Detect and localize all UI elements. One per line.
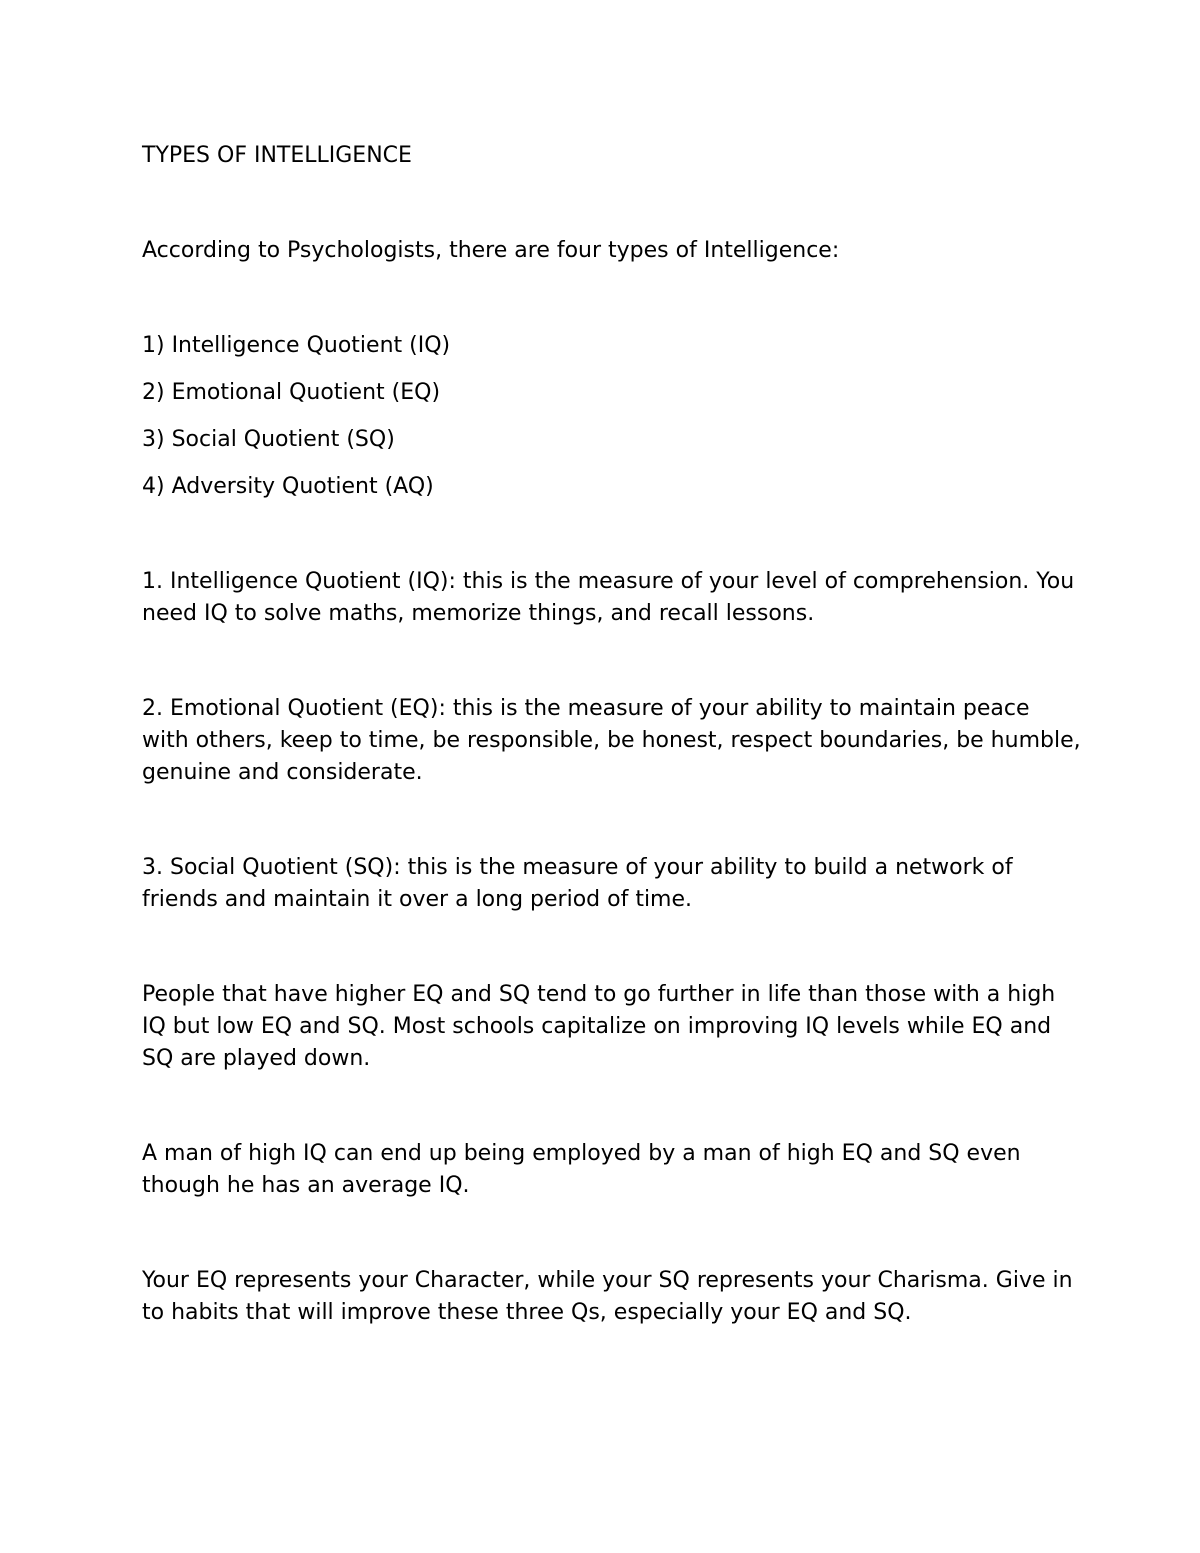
list-item-iq: 1) Intelligence Quotient (IQ) <box>142 333 451 358</box>
document-title: TYPES OF INTELLIGENCE <box>142 143 412 168</box>
paragraph-sq: 3. Social Quotient (SQ): this is the measure of your ability to build a network of friends and maintain it over a long period of time. <box>142 855 1013 912</box>
paragraph-eq: 2. Emotional Quotient (EQ): this is the measure of your ability to maintain peace with others, keep to time, be responsible, be honest, respect boundaries, be humble, genuine and considerate. <box>142 696 1081 785</box>
paragraph-comparison: People that have higher EQ and SQ tend to go further in life than those with a high IQ but low EQ and SQ. Most schools capitalize on improving IQ levels while EQ and SQ are played down. <box>142 982 1056 1071</box>
list-item-sq: 3) Social Quotient (SQ) <box>142 427 395 452</box>
paragraph-iq: 1. Intelligence Quotient (IQ): this is the measure of your level of comprehension. You need IQ to solve maths, memorize things, and recall lessons. <box>142 569 1075 626</box>
paragraph-employment: A man of high IQ can end up being employed by a man of high EQ and SQ even though he has an average IQ. <box>142 1141 1021 1198</box>
list-item-aq: 4) Adversity Quotient (AQ) <box>142 474 434 499</box>
list-item-eq: 2) Emotional Quotient (EQ) <box>142 380 441 405</box>
paragraph-conclusion: Your EQ represents your Character, while your SQ represents your Charisma. Give in to habits that will improve these three Qs, especially your EQ and SQ. <box>142 1268 1073 1325</box>
intro-paragraph: According to Psychologists, there are four types of Intelligence: <box>142 238 840 263</box>
document-body <box>142 140 1082 1329</box>
